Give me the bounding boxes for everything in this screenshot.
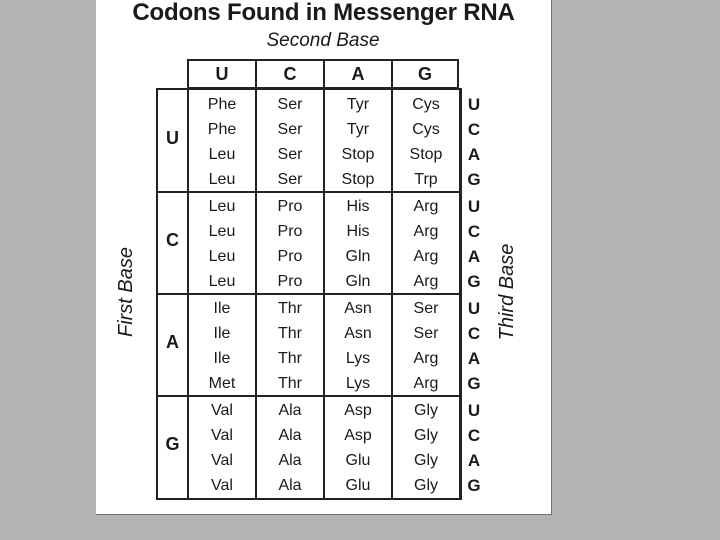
amino-acid-cell: Asp: [344, 427, 372, 444]
amino-acid-cell: Asp: [344, 402, 372, 419]
third-base-label: Third Base: [496, 243, 518, 341]
amino-acid-cell: Stop: [341, 146, 375, 163]
amino-acid-cell: Cys: [412, 96, 440, 113]
third-base-letter: U: [467, 197, 481, 216]
amino-acid-cell: Gly: [414, 452, 438, 469]
amino-acid-cell: Pro: [277, 223, 303, 240]
amino-acid-cell: Thr: [278, 300, 302, 317]
amino-acid-cell: Pro: [277, 198, 303, 215]
third-base-letter: U: [467, 401, 481, 420]
amino-acid-cell: Gly: [414, 477, 438, 494]
amino-acid-cell: His: [346, 198, 370, 215]
amino-acid-cell: Val: [211, 402, 233, 419]
third-base-letter: U: [467, 299, 481, 318]
amino-acid-cell: Ser: [413, 325, 439, 342]
amino-acid-cell: Leu: [208, 198, 236, 215]
amino-acid-cell: Lys: [345, 375, 371, 392]
amino-acid-cell: Ser: [277, 96, 303, 113]
amino-acid-cell: Ala: [278, 402, 302, 419]
amino-acid-cell: Thr: [278, 325, 302, 342]
second-base-label: Second Base: [266, 30, 380, 51]
third-base-letter: C: [467, 324, 481, 343]
amino-acid-cell: Val: [211, 427, 233, 444]
amino-acid-cell: Glu: [345, 477, 371, 494]
amino-acid-cell: Ile: [213, 350, 231, 367]
amino-acid-cell: Ser: [277, 121, 303, 138]
amino-acid-cell: Arg: [413, 198, 439, 215]
amino-acid-cell: Ile: [213, 325, 231, 342]
third-base-letter: C: [467, 120, 481, 139]
amino-acid-cell: Leu: [208, 273, 236, 290]
amino-acid-cell: Asn: [344, 325, 372, 342]
amino-acid-cell: Thr: [278, 350, 302, 367]
first-base-letter: C: [166, 230, 179, 250]
amino-acid-cell: Arg: [413, 223, 439, 240]
second-base-header: U: [187, 59, 255, 89]
amino-acid-cell: Val: [211, 452, 233, 469]
third-base-letter: G: [467, 170, 481, 189]
amino-acid-cell: Arg: [413, 273, 439, 290]
amino-acid-cell: Met: [208, 375, 236, 392]
second-base-header: C: [255, 59, 323, 89]
amino-acid-cell: Lys: [345, 350, 371, 367]
amino-acid-cell: Thr: [278, 375, 302, 392]
amino-acid-cell: Phe: [207, 121, 237, 138]
first-base-letter: U: [166, 128, 179, 148]
amino-acid-cell: Arg: [413, 375, 439, 392]
amino-acid-cell: Ala: [278, 452, 302, 469]
amino-acid-cell: Glu: [345, 452, 371, 469]
amino-acid-cell: Stop: [409, 146, 443, 163]
second-base-header: A: [323, 59, 391, 89]
third-base-letter: A: [467, 145, 481, 164]
amino-acid-cell: Arg: [413, 350, 439, 367]
page-title: Codons Found in Messenger RNA: [132, 0, 515, 26]
codon-table-panel: [96, 0, 552, 515]
amino-acid-cell: Stop: [341, 171, 375, 188]
third-base-letter: G: [467, 374, 481, 393]
amino-acid-cell: Trp: [414, 171, 438, 188]
amino-acid-cell: Gly: [414, 427, 438, 444]
amino-acid-cell: Val: [211, 477, 233, 494]
amino-acid-cell: Leu: [208, 248, 236, 265]
amino-acid-cell: Cys: [412, 121, 440, 138]
third-base-letter: A: [467, 247, 481, 266]
third-base-letter: C: [467, 222, 481, 241]
amino-acid-cell: Tyr: [346, 96, 370, 113]
amino-acid-cell: Pro: [277, 273, 303, 290]
amino-acid-cell: Ser: [413, 300, 439, 317]
third-base-letter: C: [467, 426, 481, 445]
amino-acid-cell: Leu: [208, 146, 236, 163]
amino-acid-cell: Ser: [277, 171, 303, 188]
amino-acid-cell: Asn: [344, 300, 372, 317]
codon-grid: [156, 88, 481, 500]
second-base-header: G: [391, 59, 459, 89]
amino-acid-cell: Phe: [207, 96, 237, 113]
third-base-letter: G: [467, 476, 481, 495]
third-base-letter: U: [467, 95, 481, 114]
amino-acid-cell: Gly: [414, 402, 438, 419]
first-base-letter: A: [166, 332, 179, 352]
amino-acid-cell: Leu: [208, 171, 236, 188]
amino-acid-cell: Tyr: [346, 121, 370, 138]
amino-acid-cell: Ala: [278, 477, 302, 494]
amino-acid-cell: Arg: [413, 248, 439, 265]
amino-acid-cell: Pro: [277, 248, 303, 265]
amino-acid-cell: Leu: [208, 223, 236, 240]
third-base-letter: A: [467, 451, 481, 470]
amino-acid-cell: Gln: [345, 273, 371, 290]
amino-acid-cell: Gln: [345, 248, 371, 265]
amino-acid-cell: Ala: [278, 427, 302, 444]
first-base-letter: G: [165, 434, 180, 454]
amino-acid-cell: Ile: [213, 300, 231, 317]
third-base-letter: A: [467, 349, 481, 368]
amino-acid-cell: Ser: [277, 146, 303, 163]
amino-acid-cell: His: [346, 223, 370, 240]
first-base-label: First Base: [115, 246, 137, 338]
third-base-letter: G: [467, 272, 481, 291]
